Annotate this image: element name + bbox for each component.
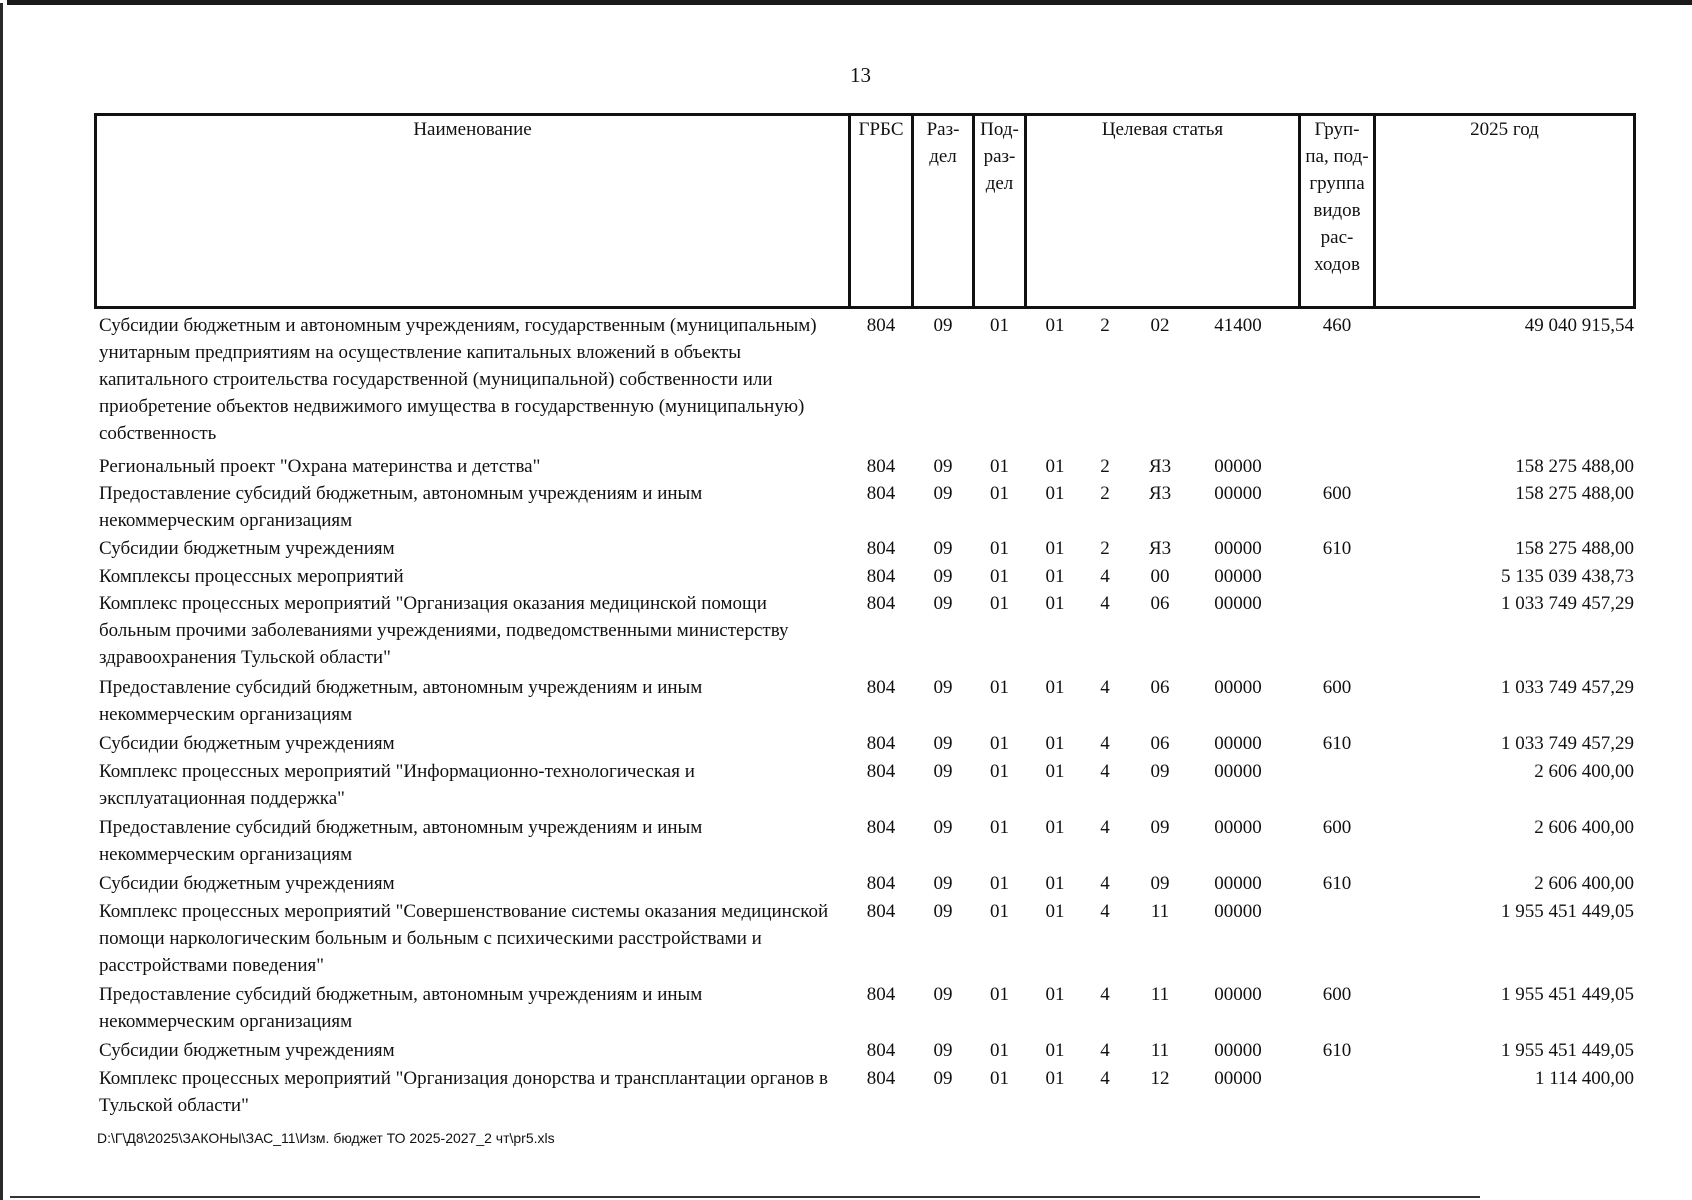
row-t3: Я3	[1148, 456, 1172, 477]
row-t3: 11	[1150, 901, 1170, 922]
row-name: Субсидии бюджетным учреждениям	[99, 1040, 395, 1061]
row-rz: 09	[933, 483, 953, 504]
row-t2: 4	[1100, 1040, 1110, 1061]
header-razdel: Раз- дел	[926, 119, 960, 167]
row-rz: 09	[933, 817, 953, 838]
row-t2: 2	[1100, 315, 1110, 336]
page-border-top	[7, 0, 1692, 5]
row-pr: 01	[990, 873, 1009, 894]
row-pr: 01	[990, 1068, 1009, 1089]
row-pr: 01	[990, 733, 1009, 754]
row-t2: 4	[1100, 733, 1110, 754]
row-amount: 5 135 039 438,73	[1501, 566, 1634, 587]
row-name: Субсидии бюджетным учреждениям	[99, 873, 395, 894]
row-amount: 1 114 400,00	[1534, 1068, 1634, 1089]
row-grbs: 804	[866, 1040, 896, 1061]
row-t1: 01	[1045, 901, 1065, 922]
row-rz: 09	[933, 984, 953, 1005]
row-rz: 09	[933, 456, 953, 477]
row-pr: 01	[990, 315, 1009, 336]
row-amount: 1 033 749 457,29	[1501, 677, 1634, 698]
row-pr: 01	[990, 566, 1009, 587]
row-amount: 2 606 400,00	[1534, 873, 1634, 894]
row-rz: 09	[933, 677, 953, 698]
row-vr: 600	[1322, 984, 1352, 1005]
row-rz: 09	[933, 593, 953, 614]
row-grbs: 804	[866, 456, 896, 477]
row-pr: 01	[990, 817, 1009, 838]
row-grbs: 804	[866, 483, 896, 504]
row-vr: 600	[1322, 677, 1352, 698]
row-t3: 06	[1150, 593, 1170, 614]
row-pr: 01	[990, 901, 1009, 922]
row-name: Предоставление субсидий бюджетным, автономным учреждениям и иным некоммерческим организациям	[99, 817, 703, 865]
row-name: Комплексы процессных мероприятий	[99, 566, 404, 587]
row-amount: 1 955 451 449,05	[1501, 901, 1634, 922]
row-t2: 4	[1100, 984, 1110, 1005]
row-t1: 01	[1045, 483, 1065, 504]
row-t3: 09	[1150, 873, 1170, 894]
row-vr: 610	[1322, 1040, 1352, 1061]
row-t1: 01	[1045, 315, 1065, 336]
row-grbs: 804	[866, 315, 896, 336]
row-grbs: 804	[866, 817, 896, 838]
row-vr: 610	[1322, 873, 1352, 894]
row-t4: 00000	[1214, 761, 1262, 782]
row-rz: 09	[933, 538, 953, 559]
row-t1: 01	[1045, 873, 1065, 894]
row-t4: 00000	[1214, 538, 1262, 559]
row-pr: 01	[990, 1040, 1009, 1061]
row-t4: 00000	[1214, 733, 1262, 754]
row-t4: 00000	[1214, 677, 1262, 698]
row-grbs: 804	[866, 733, 896, 754]
row-name: Комплекс процессных мероприятий "Совершенствование системы оказания медицинской помощи наркологическим больным и больным с психическими расстройствами и расстройствами поведения"	[99, 901, 829, 976]
row-t3: Я3	[1148, 483, 1172, 504]
header-name: Наименование	[413, 119, 532, 140]
row-t4: 00000	[1214, 817, 1262, 838]
row-vr: 610	[1322, 538, 1352, 559]
row-t2: 4	[1100, 817, 1110, 838]
row-name: Комплекс процессных мероприятий "Информационно-технологическая и эксплуатационная поддержка"	[99, 761, 695, 809]
row-t4: 00000	[1214, 1068, 1262, 1089]
row-t2: 2	[1100, 538, 1110, 559]
row-amount: 1 955 451 449,05	[1501, 984, 1634, 1005]
row-vr: 600	[1322, 483, 1352, 504]
row-t1: 01	[1045, 1040, 1065, 1061]
row-name: Предоставление субсидий бюджетным, автономным учреждениям и иным некоммерческим организациям	[99, 677, 703, 725]
row-pr: 01	[990, 984, 1009, 1005]
row-amount: 158 275 488,00	[1515, 456, 1634, 477]
row-t2: 4	[1100, 1068, 1110, 1089]
row-name: Комплекс процессных мероприятий "Организация оказания медицинской помощи больным прочими заболеваниями учреждениями, подведомственными министерству здравоохранения Тульской области"	[99, 593, 789, 668]
row-amount: 2 606 400,00	[1534, 817, 1634, 838]
header-target-article: Целевая статья	[1101, 119, 1224, 140]
row-rz: 09	[933, 1068, 953, 1089]
row-t2: 4	[1100, 761, 1110, 782]
row-rz: 09	[933, 873, 953, 894]
row-name: Субсидии бюджетным учреждениям	[99, 538, 395, 559]
row-grbs: 804	[866, 1068, 896, 1089]
row-name: Предоставление субсидий бюджетным, автономным учреждениям и иным некоммерческим организациям	[99, 483, 703, 531]
row-amount: 49 040 915,54	[1524, 315, 1634, 336]
row-t1: 01	[1045, 593, 1065, 614]
row-t3: 00	[1150, 566, 1170, 587]
row-t3: 11	[1150, 984, 1170, 1005]
row-name: Региональный проект "Охрана материнства и детства"	[99, 456, 541, 477]
row-t4: 00000	[1214, 566, 1262, 587]
header-podrazdel: Под- раз- дел	[980, 119, 1019, 194]
page-border-left	[0, 3, 3, 1200]
row-t3: 06	[1150, 733, 1170, 754]
row-t4: 41400	[1214, 315, 1262, 336]
row-t3: 12	[1150, 1068, 1170, 1089]
row-amount: 1 033 749 457,29	[1501, 733, 1634, 754]
row-name: Субсидии бюджетным и автономным учреждениям, государственным (муниципальным) унитарным предприятиям на осуществление капитальных вложений в объекты капитального строительства государственной (муниципальной) собственности или приобретение объектов недвижимого имущества в государственную (муниципальную) собственность	[99, 315, 817, 444]
row-t1: 01	[1045, 677, 1065, 698]
page-number: 13	[850, 63, 871, 87]
row-rz: 09	[933, 315, 953, 336]
row-t3: 11	[1150, 1040, 1170, 1061]
file-path-footer: D:\Г\Д8\2025\ЗАКОНЫ\ЗАС_11\Изм. бюджет ТО 2025-2027_2 чт\pr5.xls	[97, 1130, 555, 1146]
row-vr: 610	[1322, 733, 1352, 754]
row-t3: 09	[1150, 817, 1170, 838]
row-rz: 09	[933, 733, 953, 754]
row-t2: 4	[1100, 873, 1110, 894]
row-pr: 01	[990, 538, 1009, 559]
row-grbs: 804	[866, 873, 896, 894]
row-grbs: 804	[866, 538, 896, 559]
row-t4: 00000	[1214, 593, 1262, 614]
row-t1: 01	[1045, 984, 1065, 1005]
row-pr: 01	[990, 593, 1009, 614]
row-t1: 01	[1045, 456, 1065, 477]
row-t3: Я3	[1148, 538, 1172, 559]
row-t2: 4	[1100, 677, 1110, 698]
row-name: Субсидии бюджетным учреждениям	[99, 733, 395, 754]
row-pr: 01	[990, 677, 1009, 698]
row-t4: 00000	[1214, 1040, 1262, 1061]
header-year: 2025 год	[1470, 119, 1539, 140]
row-grbs: 804	[866, 901, 896, 922]
row-t2: 4	[1100, 593, 1110, 614]
row-t1: 01	[1045, 1068, 1065, 1089]
row-t3: 09	[1150, 761, 1170, 782]
row-pr: 01	[990, 483, 1009, 504]
row-name: Комплекс процессных мероприятий "Организация донорства и трансплантации органов в Тульской области"	[99, 1068, 828, 1116]
row-t4: 00000	[1214, 873, 1262, 894]
row-t4: 00000	[1214, 483, 1262, 504]
row-amount: 158 275 488,00	[1515, 483, 1634, 504]
row-pr: 01	[990, 761, 1009, 782]
header-expense-group: Груп- па, под- группа видов рас- ходов	[1305, 119, 1369, 275]
row-pr: 01	[990, 456, 1009, 477]
row-grbs: 804	[866, 984, 896, 1005]
row-t3: 06	[1150, 677, 1170, 698]
row-name: Предоставление субсидий бюджетным, автономным учреждениям и иным некоммерческим организациям	[99, 984, 703, 1032]
row-vr: 460	[1322, 315, 1352, 336]
row-t1: 01	[1045, 761, 1065, 782]
row-rz: 09	[933, 761, 953, 782]
row-t1: 01	[1045, 538, 1065, 559]
row-vr: 600	[1322, 817, 1352, 838]
row-amount: 1 955 451 449,05	[1501, 1040, 1634, 1061]
row-amount: 1 033 749 457,29	[1501, 593, 1634, 614]
row-t1: 01	[1045, 733, 1065, 754]
row-t2: 2	[1100, 456, 1110, 477]
row-t4: 00000	[1214, 456, 1262, 477]
row-grbs: 804	[866, 566, 896, 587]
row-t2: 4	[1100, 901, 1110, 922]
row-t2: 4	[1100, 566, 1110, 587]
row-amount: 2 606 400,00	[1534, 761, 1634, 782]
row-amount: 158 275 488,00	[1515, 538, 1634, 559]
row-rz: 09	[933, 901, 953, 922]
page-border-bottom	[10, 1196, 1480, 1198]
row-grbs: 804	[866, 677, 896, 698]
row-grbs: 804	[866, 761, 896, 782]
row-rz: 09	[933, 1040, 953, 1061]
header-grbs: ГРБС	[858, 119, 904, 140]
row-t1: 01	[1045, 566, 1065, 587]
row-grbs: 804	[866, 593, 896, 614]
row-t3: 02	[1150, 315, 1170, 336]
row-t4: 00000	[1214, 901, 1262, 922]
row-t2: 2	[1100, 483, 1110, 504]
row-rz: 09	[933, 566, 953, 587]
row-t4: 00000	[1214, 984, 1262, 1005]
row-t1: 01	[1045, 817, 1065, 838]
